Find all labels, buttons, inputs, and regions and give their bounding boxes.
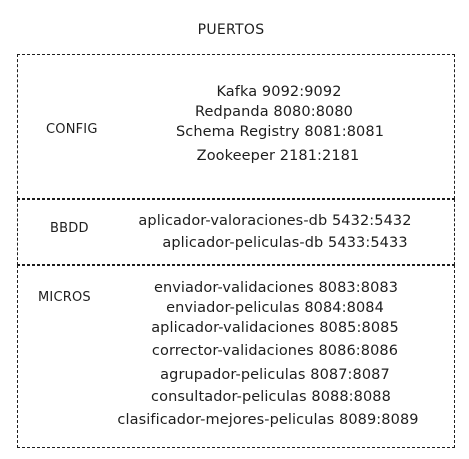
- micros-entry-clasificador-mejores-peliculas: clasificador-mejores-peliculas 8089:8089: [117, 412, 419, 428]
- micros-entry-agrupador-peliculas: agrupador-peliculas 8087:8087: [160, 367, 390, 383]
- bbdd-group-label: BBDD: [50, 221, 89, 236]
- config-entry-zookeeper: Zookeeper 2181:2181: [196, 148, 360, 164]
- config-group-label: CONFIG: [46, 122, 98, 137]
- micros-entry-enviador-peliculas: enviador-peliculas 8084:8084: [166, 300, 384, 316]
- micros-group-label: MICROS: [38, 290, 91, 305]
- config-entry-schema-registry: Schema Registry 8081:8081: [175, 124, 385, 140]
- config-entry-redpanda: Redpanda 8080:8080: [194, 104, 353, 120]
- bbdd-entry-valoraciones-db: aplicador-valoraciones-db 5432:5432: [138, 213, 412, 229]
- config-entry-kafka: Kafka 9092:9092: [216, 84, 342, 100]
- diagram-title: PUERTOS: [197, 22, 265, 38]
- bbdd-entry-peliculas-db: aplicador-peliculas-db 5433:5433: [162, 235, 408, 251]
- micros-entry-corrector-validaciones: corrector-validaciones 8086:8086: [151, 343, 399, 359]
- micros-entry-consultador-peliculas: consultador-peliculas 8088:8088: [151, 389, 391, 405]
- micros-entry-aplicador-validaciones: aplicador-validaciones 8085:8085: [151, 320, 399, 336]
- micros-entry-enviador-validaciones: enviador-validaciones 8083:8083: [153, 280, 399, 296]
